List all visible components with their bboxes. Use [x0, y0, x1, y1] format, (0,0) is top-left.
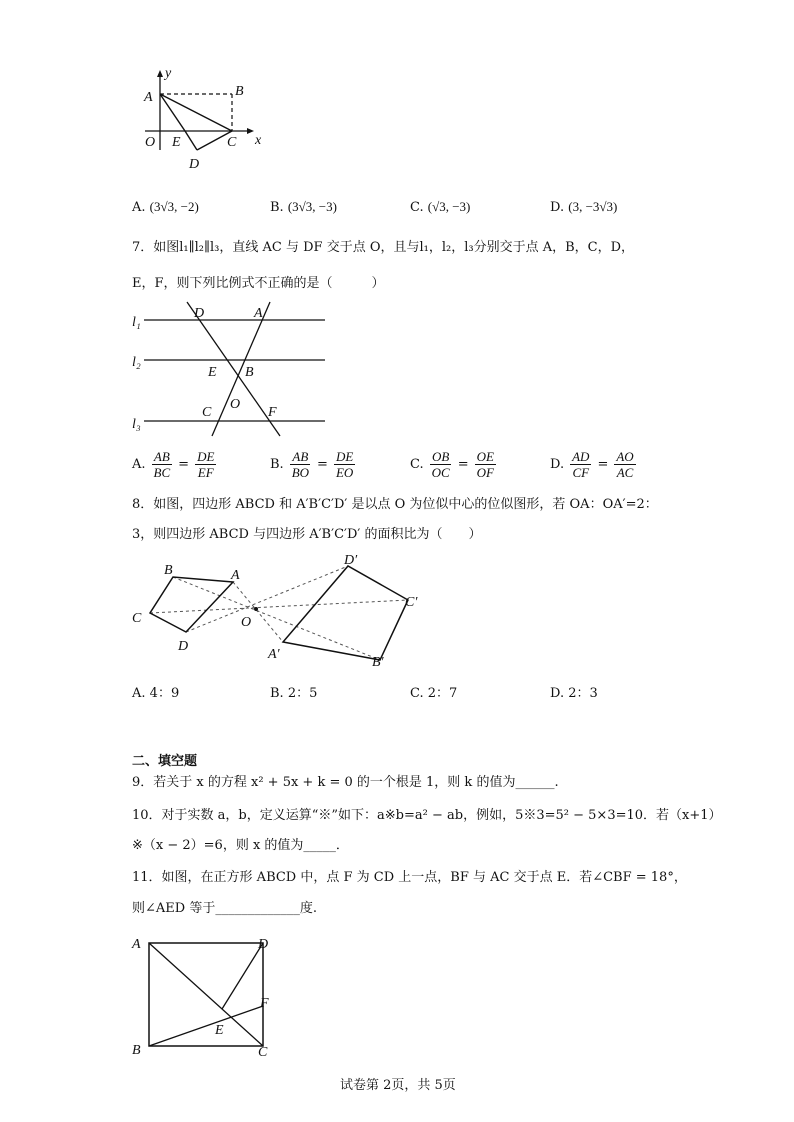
- q7-label-E: E: [208, 365, 217, 380]
- q8-option-c[interactable]: C. 2：7: [410, 686, 458, 701]
- q11-text-line2: 则∠AED 等于_____________度.: [132, 901, 317, 916]
- q10-text-line1: 10．对于实数 a，b，定义运算“※”如下：a※b=a² − ab，例如，5※3=5² − 5×3=10．若（x+1）: [132, 808, 722, 823]
- q8-label-A: A: [231, 568, 240, 583]
- q11-text-line1: 11．如图，在正方形 ABCD 中，点 F 为 CD 上一点，BF 与 AC 交于点 E．若∠CBF = 18°，: [132, 870, 687, 885]
- q7-label-l3: l₃: [132, 417, 141, 432]
- q7-label-B: B: [245, 365, 254, 380]
- q10-text-line2: ※（x − 2）=6，则 x 的值为_____．: [132, 838, 349, 853]
- q11-label-A: A: [132, 937, 141, 952]
- q6-label-x: x: [255, 133, 262, 148]
- q8-label-O: O: [241, 615, 252, 630]
- section-heading: 二、填空题: [132, 754, 198, 769]
- q6-label-E: E: [172, 135, 181, 150]
- q6-label-A: A: [144, 90, 153, 105]
- q7-label-O: O: [230, 397, 241, 412]
- q7-label-l1: l₁: [132, 315, 141, 330]
- q7-option-b[interactable]: B. $\frac{AB}{BO}$ = $\frac{DE}{EO}$: [270, 449, 354, 480]
- q7-label-l2: l₂: [132, 355, 141, 370]
- q7-option-c[interactable]: C. $\frac{OB}{OC}$ = $\frac{OE}{OF}$: [410, 449, 494, 480]
- q6-label-O: O: [145, 135, 156, 150]
- q6-figure: [135, 62, 265, 177]
- q8-text-line1: 8．如图，四边形 ABCD 和 A′B′C′D′ 是以点 O 为位似中心的位似图形，若 OA：OA′=2：: [132, 497, 658, 512]
- q11-label-D: D: [258, 937, 269, 952]
- q11-label-E: E: [215, 1023, 224, 1038]
- q7-figure: [130, 300, 330, 440]
- q8-label-D: D: [178, 639, 189, 654]
- q8-text-line2: 3，则四边形 ABCD 与四边形 A′B′C′D′ 的面积比为（ ）: [132, 527, 482, 542]
- q6-option-c[interactable]: C. (√3, −3): [410, 199, 471, 215]
- q8-label-C-prime: C′: [405, 595, 418, 610]
- q11-label-F: F: [260, 996, 269, 1011]
- q6-option-b[interactable]: B. (3√3, −3): [270, 199, 337, 215]
- q8-option-d[interactable]: D. 2：3: [550, 686, 598, 701]
- q8-figure: [128, 550, 438, 675]
- q9-text: 9．若关于 x 的方程 x² + 5x + k = 0 的一个根是 1，则 k 的值为______.: [132, 775, 559, 790]
- q8-label-C: C: [132, 611, 142, 626]
- q6-option-a[interactable]: A. (3√3, −2): [132, 199, 199, 215]
- q7-option-d[interactable]: D. $\frac{AD}{CF}$ = $\frac{AO}{AC}$: [550, 449, 634, 480]
- q7-option-a[interactable]: A. $\frac{AB}{BC}$ = $\frac{DE}{EF}$: [132, 449, 215, 480]
- q7-text-line1: 7．如图l₁∥l₂∥l₃，直线 AC 与 DF 交于点 O，且与l₁，l₂，l₃分别交于点 A，B，C，D，: [132, 240, 635, 255]
- q8-label-B: B: [164, 563, 173, 578]
- q6-option-d[interactable]: D. (3, −3√3): [550, 199, 618, 215]
- q11-label-C: C: [258, 1045, 268, 1060]
- q11-figure: [130, 930, 290, 1060]
- q7-text-line2: E，F，则下列比例式不正确的是（ ）: [132, 276, 385, 291]
- q8-option-b[interactable]: B. 2：5: [270, 686, 318, 701]
- q11-label-B: B: [132, 1043, 141, 1058]
- q8-option-a[interactable]: A. 4：9: [132, 686, 180, 701]
- q6-label-C: C: [227, 135, 237, 150]
- q7-label-A: A: [254, 306, 263, 321]
- q8-label-A-prime: A′: [268, 647, 280, 662]
- q8-label-B-prime: B′: [372, 655, 384, 670]
- q8-label-D-prime: D′: [344, 553, 358, 568]
- q6-label-y: y: [165, 66, 172, 81]
- page-footer: 试卷第 2页，共 5页: [340, 1078, 456, 1093]
- q6-label-B: B: [235, 84, 244, 99]
- q7-label-C: C: [202, 405, 212, 420]
- q6-label-D: D: [189, 157, 200, 172]
- q7-label-D: D: [194, 306, 205, 321]
- q7-label-F: F: [268, 405, 277, 420]
